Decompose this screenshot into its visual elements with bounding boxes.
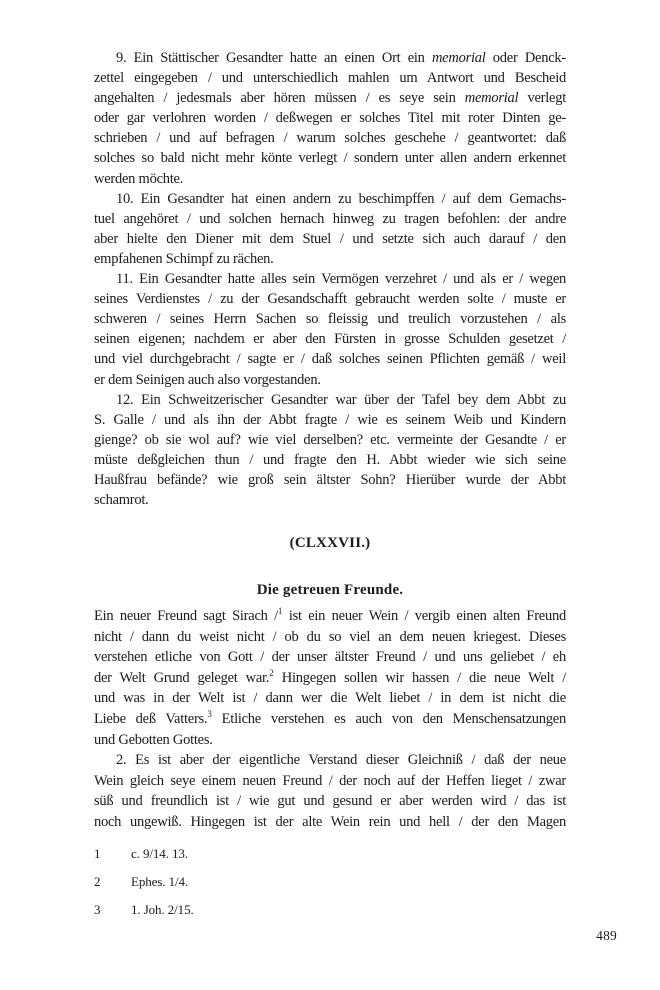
page-number: 489 (596, 928, 617, 943)
text-line (94, 668, 566, 689)
footnote-marker: 1 (94, 846, 101, 861)
paragraph (94, 606, 566, 750)
text-run: solches so bald nicht mehr könte verlegt / sondern unter allen andern erkennet (94, 150, 566, 167)
text-run: seinen eigenen; nachdem er aber den Fürsten in grosse Schulden gesetzet / (94, 331, 566, 348)
text-line (94, 627, 566, 648)
text-line (94, 309, 566, 329)
text-line (94, 410, 566, 430)
paragraph (94, 750, 566, 832)
text-line (94, 148, 566, 168)
text-line (94, 48, 566, 68)
text-run: S. Galle / und als ihn der Abbt fragte / wie es seinem Weib und Kindern (94, 411, 566, 428)
text-run: 12. Ein Schweitzerischer Gesandter war über der Tafel bey dem Abbt zu (116, 391, 566, 408)
text-line (94, 647, 566, 668)
text-run: und was in der Welt ist / dann wer die Welt liebet / in dem ist nicht die (94, 690, 566, 707)
text-run: 2. Es ist aber der eigentliche Verstand dieser Gleichniß / daß der neue (116, 752, 566, 769)
footnote (94, 875, 566, 889)
footnote-marker: 3 (94, 902, 101, 917)
footnote-reference: 3 (207, 709, 212, 720)
text-line (94, 730, 566, 751)
text-line (94, 349, 566, 369)
paragraph (94, 189, 566, 269)
text-run: Haußfrau befände? wie groß sein ältster Sohn? Hierüber wurde der Abbt (94, 471, 566, 488)
text-line (94, 108, 566, 128)
text-line (94, 189, 566, 209)
text-run: schamrot. (94, 492, 149, 509)
text-run: 10. Ein Gesandter hat einen andern zu beschimpffen / auf dem Gemachs- (116, 190, 566, 207)
text-run: er dem Seinigen auch also vorgestanden. (94, 371, 321, 388)
anecdote-paragraphs (94, 48, 566, 510)
text-line (94, 249, 566, 269)
text-line (94, 470, 566, 490)
text-run: ist ein neuer Wein / vergib einen alten Freund (282, 608, 566, 624)
text-run: und viel durchgebracht / sagte er / daß solches seinen Pflichten gemäß / weil (94, 351, 566, 368)
footnote-marker: 2 (94, 874, 101, 889)
text-run: Etliche verstehen es auch von den Menschensatzungen (211, 710, 566, 727)
text-line (94, 370, 566, 390)
footnote-text: c. 9/14. 13. (131, 846, 188, 861)
text-run: Hingegen sollen wir hassen / die neue Welt / (273, 669, 566, 686)
text-run: Wein gleich seye einem neuen Freund / der noch auf der Heffen lieget / zwar (94, 772, 566, 789)
footnotes (94, 847, 566, 931)
text-run: oder Denck- (485, 50, 566, 66)
text-run: 9. Ein Stättischer Gesandter hatte an einen Ort ein (116, 50, 432, 66)
text-line (94, 791, 566, 812)
text-line (94, 128, 566, 148)
paragraph (94, 390, 566, 511)
text-line (94, 688, 566, 709)
footnote-reference: 1 (277, 606, 283, 617)
text-line (94, 450, 566, 470)
text-run: und Gebotten Gottes. (94, 731, 213, 748)
text-run: seines Verdienstes / zu der Gesandschafft gebraucht werden solte / muste er (94, 291, 566, 308)
text-run: noch ungewiß. Hingegen ist der alte Wein rein und hell / der den Magen (94, 813, 566, 830)
text-line (94, 88, 566, 108)
paragraph (94, 48, 566, 189)
text-run: Liebe deß Vatters. (94, 710, 208, 727)
text-run: empfahenen Schimpf zu rächen. (94, 250, 274, 267)
text-line (94, 329, 566, 349)
text-run: verstehen etliche von Gott / der unser ältster Freund / und uns geliebet / eh (94, 649, 566, 666)
footnote-text: Ephes. 1/4. (131, 874, 189, 889)
footnote (94, 903, 566, 917)
text-line (94, 750, 566, 771)
text-line (94, 771, 566, 792)
text-run: zettel eingegeben / und unterschiedlich mahlen um Antwort und Bescheid (94, 70, 566, 87)
paragraph (94, 269, 566, 390)
text-line (94, 169, 566, 189)
text-line (94, 209, 566, 229)
text-run: memorial (431, 50, 486, 66)
text-line (94, 68, 566, 88)
chapter-title: Die getreuen Freunde. (256, 582, 404, 598)
treatise-paragraphs (94, 606, 566, 833)
footnote-text: 1. Joh. 2/15. (131, 902, 194, 917)
text-line (94, 490, 566, 510)
text-run: gienge? ob sie wol auf? wie viel derselben? etc. vermeinte der Gesandte / er (94, 431, 566, 448)
text-run: tuel angehöret / und solchen hernach hinweg zu tragen befohlen: der andre (94, 210, 566, 227)
text-run: angehalten / jedesmals aber hören müssen / es seye sein (94, 90, 465, 107)
text-run: werden möchte. (94, 170, 184, 187)
text-run: memorial (464, 90, 519, 107)
text-line (94, 812, 566, 833)
text-run: aber hielte den Diener mit dem Stuel / und setzte sich auch darauf / den (94, 230, 566, 247)
text-run: oder gar verlohren worden / deßwegen er solches Titel mit roter Dinten ge- (94, 110, 566, 127)
text-run: verlegt (518, 90, 567, 107)
text-run: 11. Ein Gesandter hatte alles sein Vermögen verzehret / und als er / wegen (116, 271, 566, 288)
text-line (94, 430, 566, 450)
text-run: süß und freundlich ist / wie gut und gesund er aber werden wird / das ist (94, 793, 566, 810)
chapter-number: (CLXXVII.) (289, 535, 371, 551)
text-run: nicht / dann du weist nicht / ob du so viel an dem neuen kriegest. Dieses (94, 628, 566, 645)
text-line (94, 709, 566, 730)
text-line (94, 606, 566, 627)
text-line (94, 269, 566, 289)
footnote (94, 847, 566, 861)
text-line (94, 229, 566, 249)
text-line (94, 390, 566, 410)
text-line (94, 289, 566, 309)
text-run: der Welt Grund geleget war. (94, 669, 270, 686)
text-run: Ein neuer Freund sagt Sirach / (94, 608, 278, 624)
text-run: schweren / seines Herrn Sachen so fleissig und treulich vorzustehen / als (94, 311, 566, 328)
text-run: müste deßgleichen thun / und fragte den H. Abbt wieder wie sich seine (94, 451, 566, 468)
text-run: schrieben / und auf befragen / warum solches geschehe / geantwortet: daß (94, 130, 566, 147)
footnote-reference: 2 (269, 667, 274, 678)
